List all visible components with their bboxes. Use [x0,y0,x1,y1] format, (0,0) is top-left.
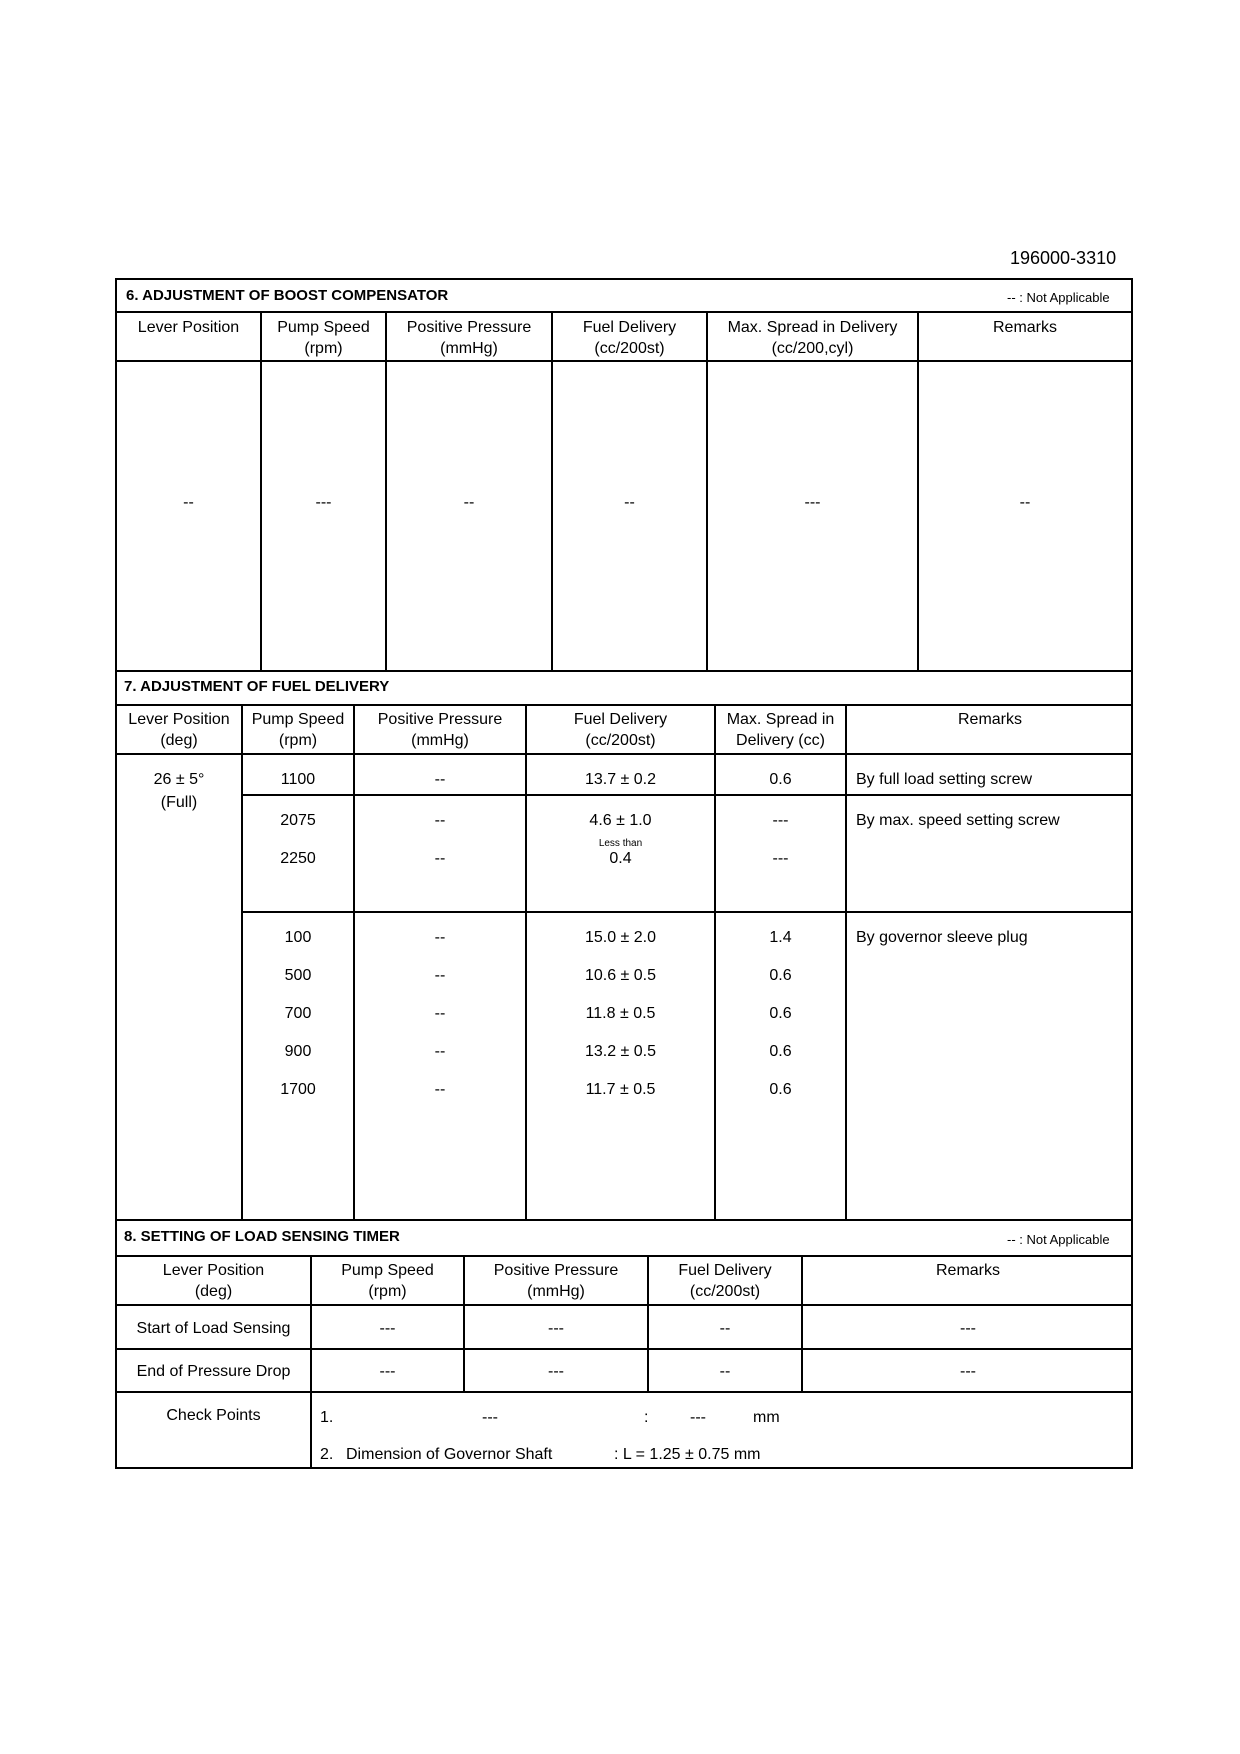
s6-header-pump-speed: Pump Speed (rpm) [277,319,370,357]
section-8-row-rule [115,1348,1133,1350]
s6-value-remarks: -- [1019,494,1031,511]
s7-row-pressure: -- [434,1081,446,1098]
s7-row-delivery: 15.0 ± 2.0 [584,929,657,946]
s7-row-pressure: -- [434,850,446,867]
s8-header-fuel-delivery: Fuel Delivery (cc/200st) [678,1262,772,1300]
s8-checkpoint-2-value: : L = 1.25 ± 0.75 mm [614,1446,761,1463]
section-7-top-rule [115,670,1133,672]
s8-row-remarks: --- [960,1363,976,1380]
s7-row-spread: 0.6 [769,1005,792,1022]
s8-row-label: Start of Load Sensing [136,1320,291,1337]
s7-row-pressure: -- [434,771,446,788]
s7-row-speed: 700 [284,1005,312,1022]
s6-header-fuel-delivery: Fuel Delivery (cc/200st) [582,319,677,357]
section-8-row-rule [115,1391,1133,1393]
s8-row-label: End of Pressure Drop [136,1363,291,1380]
s8-checkpoint-2-number: 2. [320,1446,334,1463]
s6-value-max-spread: --- [804,494,821,511]
s6-value-pump-speed: --- [315,494,332,511]
s7-row-spread: 0.6 [769,771,792,788]
s6-value-lever-position: -- [183,494,194,511]
s8-row-pressure: --- [548,1320,564,1337]
s8-row-delivery: -- [719,1363,731,1380]
s7-row-delivery: 11.7 ± 0.5 [585,1081,656,1098]
s8-header-pump-speed: Pump Speed (rpm) [341,1262,434,1300]
s7-row-speed: 1700 [280,1081,316,1098]
s7-row-speed: 900 [284,1043,312,1060]
s7-header-max-spread: Max. Spread in Delivery (cc) [726,711,835,749]
s8-header-remarks: Remarks [935,1262,1000,1279]
s7-row-delivery: 10.6 ± 0.5 [584,967,657,984]
section-6-col-divider [260,311,262,670]
s7-row-pressure: -- [434,967,446,984]
s7-row-remarks: By full load setting screw [856,771,1033,788]
s6-header-max-spread: Max. Spread in Delivery (cc/200,cyl) [727,319,898,357]
s7-row-spread: --- [772,850,789,867]
s8-checkpoint-1-value-2: --- [690,1409,706,1426]
section-8-title-rule [115,1255,1133,1257]
section-6-title-rule [115,311,1133,313]
s7-header-remarks: Remarks [957,711,1022,728]
s7-row-spread: 0.6 [769,1081,792,1098]
s8-header-positive-pressure: Positive Pressure (mmHg) [493,1262,619,1300]
s7-row-remarks: By max. speed setting screw [856,812,1060,829]
section-6-header-rule [115,360,1133,362]
s8-row-delivery: -- [719,1320,731,1337]
s8-row-speed: --- [379,1320,396,1337]
section-6-col-divider [917,311,919,670]
s8-checkpoint-1-colon: : [644,1409,649,1426]
section-6-not-applicable-note: -- : Not Applicable [1007,290,1110,305]
s7-row-pressure: -- [434,812,446,829]
s7-row-delivery-prefix: Less than [598,838,643,849]
section-6-col-divider [551,311,553,670]
s7-row-speed: 2250 [280,850,316,867]
s6-value-fuel-delivery: -- [624,494,635,511]
s7-row-spread: 0.6 [769,967,792,984]
s8-checkpoint-1-value: --- [482,1409,498,1426]
s7-header-pump-speed: Pump Speed (rpm) [251,711,345,749]
s7-row-spread: 0.6 [769,1043,792,1060]
section-7-row-rule [241,794,1133,796]
section-7-title-rule [115,704,1133,706]
s8-checkpoint-2-label: Dimension of Governor Shaft [346,1446,553,1463]
s7-lever-position-sub: (Full) [160,794,198,811]
s7-lever-position-value: 26 ± 5° [153,771,205,788]
s8-header-lever-position: Lever Position (deg) [162,1262,265,1300]
section-7-row-rule [241,911,1133,913]
s6-header-remarks: Remarks [992,319,1057,336]
s7-row-pressure: -- [434,1005,446,1022]
s7-row-pressure: -- [434,1043,446,1060]
s7-row-spread: 1.4 [769,929,792,946]
section-7-col-divider [845,704,847,1219]
s7-row-delivery: 13.7 ± 0.2 [584,771,657,788]
s7-row-delivery: 0.4 [609,850,632,867]
document-number: 196000-3310 [1010,248,1117,268]
s8-row-pressure: --- [548,1363,564,1380]
s7-row-spread: --- [772,812,789,829]
s7-row-delivery: 11.8 ± 0.5 [585,1005,656,1022]
s7-row-delivery: 13.2 ± 0.5 [584,1043,657,1060]
s7-header-lever-position: Lever Position (deg) [128,711,230,749]
s7-row-speed: 500 [284,967,312,984]
s8-checkpoint-1-unit: mm [753,1409,780,1426]
section-8-top-rule [115,1219,1133,1221]
s6-value-positive-pressure: -- [463,494,475,511]
section-8-title: 8. SETTING OF LOAD SENSING TIMER [124,1228,400,1245]
s8-checkpoint-1-number: 1. [320,1409,334,1426]
s6-header-positive-pressure: Positive Pressure (mmHg) [406,319,532,357]
s7-row-delivery: 4.6 ± 1.0 [589,812,652,829]
s7-row-pressure: -- [434,929,446,946]
section-7-header-rule [115,753,1133,755]
s7-row-speed: 1100 [280,771,316,788]
section-8-header-rule [115,1304,1133,1306]
section-6-col-divider [385,311,387,670]
s7-header-positive-pressure: Positive Pressure (mmHg) [377,711,503,749]
s7-row-remarks: By governor sleeve plug [856,929,1028,946]
s8-row-remarks: --- [960,1320,976,1337]
s7-header-fuel-delivery: Fuel Delivery (cc/200st) [573,711,668,749]
s8-checkpoints-label: Check Points [166,1407,261,1424]
section-7-title: 7. ADJUSTMENT OF FUEL DELIVERY [124,678,390,695]
s7-row-speed: 2075 [280,812,316,829]
section-6-title: 6. ADJUSTMENT OF BOOST COMPENSATOR [126,287,449,304]
s6-header-lever-position: Lever Position [137,319,240,336]
s7-row-speed: 100 [284,929,312,946]
s8-row-speed: --- [379,1363,396,1380]
section-8-not-applicable-note: -- : Not Applicable [1007,1232,1110,1247]
section-6-col-divider [706,311,708,670]
